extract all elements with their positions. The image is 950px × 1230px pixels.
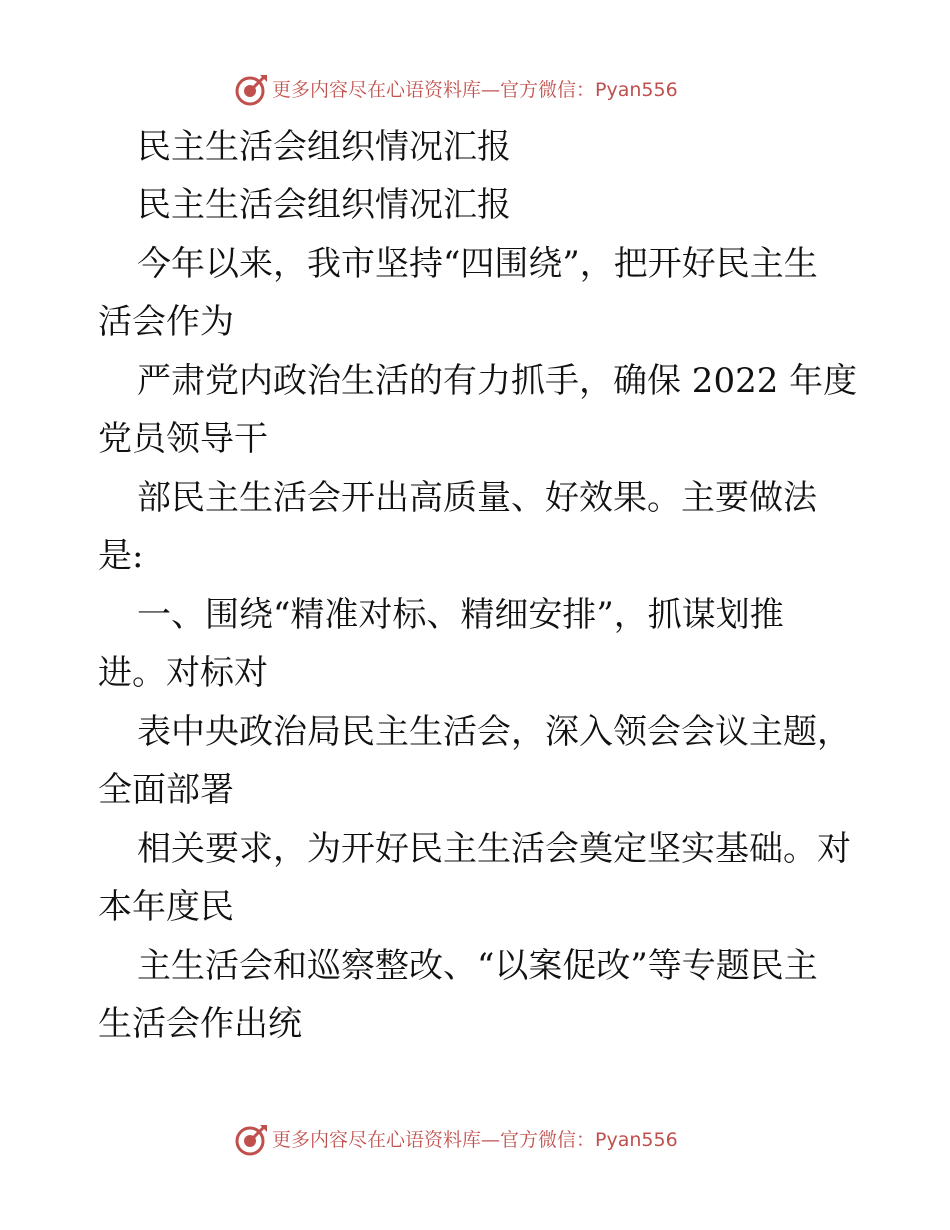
footer-banner-text: 更多内容尽在心语资料库 bbox=[272, 1129, 482, 1151]
paragraph-line: 活会作为 bbox=[98, 302, 234, 342]
paragraph-line: 进。对标对 bbox=[98, 653, 268, 693]
paragraph-line: 部民主生活会开出高质量、好效果。主要做法 bbox=[137, 478, 817, 518]
header-banner-wechat: 官方微信：Pyan556 bbox=[500, 79, 678, 101]
footer-banner bbox=[0, 1120, 950, 1160]
doc-title-line: 民主生活会组织情况汇报 bbox=[137, 185, 511, 225]
paragraph-line: 是: bbox=[98, 536, 144, 576]
header-banner-text: 更多内容尽在心语资料库 bbox=[272, 79, 482, 101]
pen-logo-icon bbox=[234, 1123, 268, 1157]
paragraph-line: 生活会作出统 bbox=[98, 1004, 302, 1044]
paragraph-line: 今年以来，我市坚持“四围绕”，把开好民主生 bbox=[137, 244, 818, 284]
paragraph-line: 主生活会和巡察整改、“以案促改”等专题民主 bbox=[137, 946, 818, 986]
header-banner bbox=[0, 70, 950, 110]
footer-banner-dash: — bbox=[481, 1129, 501, 1151]
paragraph-line: 一、围绕“精准对标、精细安排”，抓谋划推 bbox=[137, 595, 784, 635]
paragraph-line: 表中央政治局民主生活会，深入领会会议主题， bbox=[137, 712, 851, 752]
doc-title-line: 民主生活会组织情况汇报 bbox=[137, 127, 511, 167]
paragraph-line: 本年度民 bbox=[98, 887, 234, 927]
header-banner-dash: — bbox=[481, 79, 501, 101]
paragraph-line: 党员领导干 bbox=[98, 419, 268, 459]
pen-logo-icon bbox=[234, 73, 268, 107]
paragraph-line: 全面部署 bbox=[98, 770, 234, 810]
paragraph-line: 严肃党内政治生活的有力抓手，确保 2022 年度 bbox=[137, 361, 858, 401]
paragraph-line: 相关要求，为开好民主生活会奠定坚实基础。对 bbox=[137, 829, 851, 869]
footer-banner-wechat: 官方微信：Pyan556 bbox=[500, 1129, 678, 1151]
